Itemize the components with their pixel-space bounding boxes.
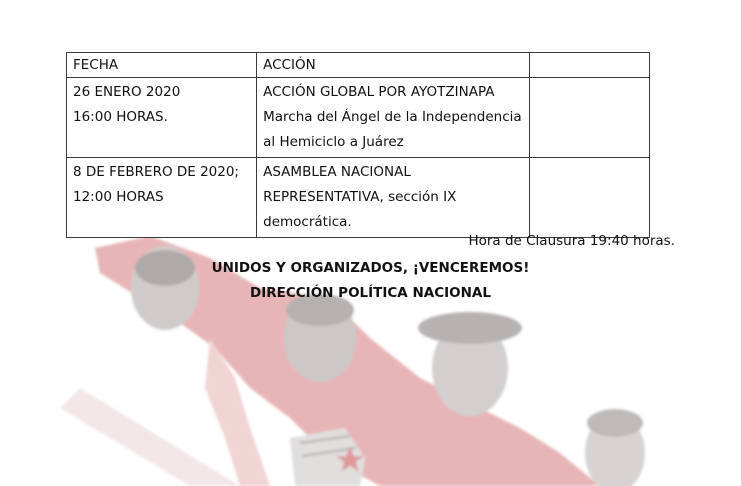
- accion-line: ACCIÓN GLOBAL POR AYOTZINAPA: [263, 84, 495, 100]
- accion-line: al Hemiciclo a Juárez: [263, 134, 404, 150]
- header-fecha: FECHA: [67, 53, 257, 78]
- accion-line: REPRESENTATIVA, sección IX: [263, 189, 457, 205]
- fecha-line: 26 ENERO 2020: [73, 84, 181, 100]
- cell-extra: [530, 158, 650, 238]
- cell-extra: [530, 78, 650, 158]
- cell-fecha: [67, 78, 257, 158]
- fecha-line: 8 DE FEBRERO DE 2020;: [73, 164, 239, 180]
- accion-line: democrática.: [263, 214, 352, 230]
- slogan-line-1: UNIDOS Y ORGANIZADOS, ¡VENCEREMOS!: [211, 260, 530, 276]
- header-extra: [530, 53, 650, 78]
- header-accion: ACCIÓN: [257, 53, 530, 78]
- table-row: [67, 78, 650, 158]
- fecha-line: 16:00 HORAS.: [73, 109, 168, 125]
- closing-time: Hora de Clausura 19:40 horas.: [468, 233, 675, 249]
- table-header-row: [67, 53, 650, 78]
- slogan-line-2: DIRECCIÓN POLÍTICA NACIONAL: [250, 285, 491, 301]
- cell-accion: [257, 78, 530, 158]
- table-row: [67, 158, 650, 238]
- accion-line: Marcha del Ángel de la Independencia: [263, 109, 522, 125]
- cell-accion: [257, 158, 530, 238]
- accion-line: ASAMBLEA NACIONAL: [263, 164, 411, 180]
- schedule-table: [66, 52, 650, 238]
- fecha-line: 12:00 HORAS: [73, 189, 164, 205]
- cell-fecha: [67, 158, 257, 238]
